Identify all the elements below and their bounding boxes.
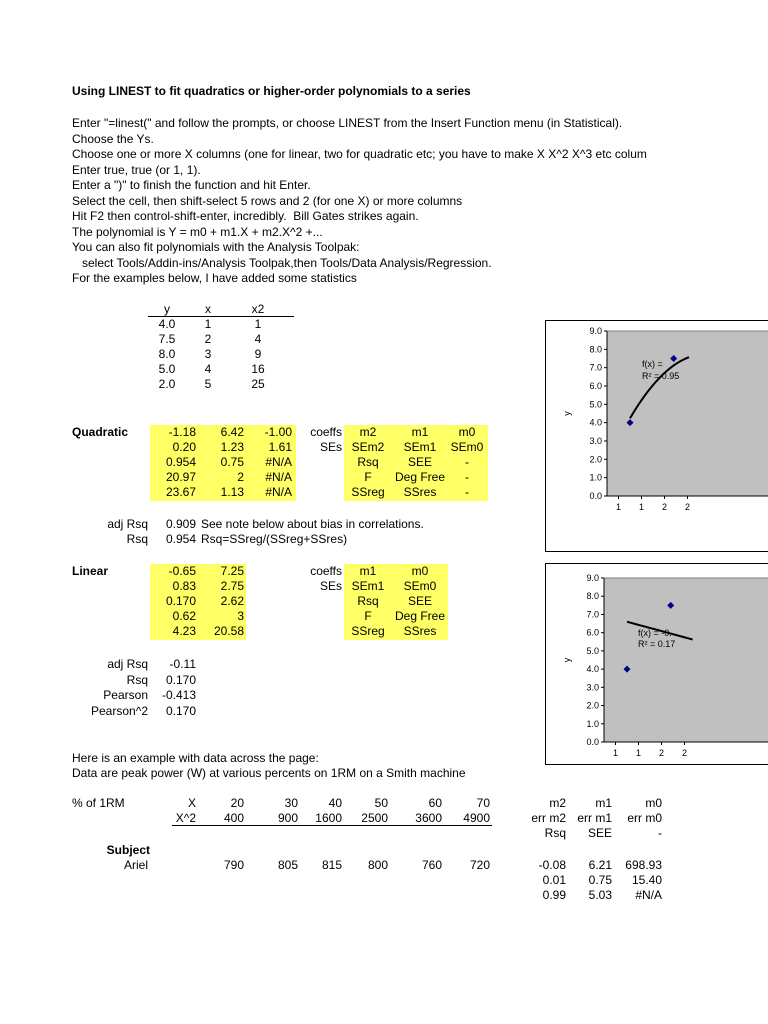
linear-row-label: SEs	[319, 579, 342, 593]
linear-value: 0.170	[165, 594, 196, 608]
linear-label: Linear	[72, 564, 109, 578]
x-tick-label: 1	[612, 748, 619, 758]
linear-stat-value: 0.170	[165, 703, 196, 718]
across-x-label: X	[187, 796, 196, 810]
linear-stat-label: Pearson^2	[91, 703, 148, 718]
quadratic-legend: SSreg	[351, 485, 385, 499]
y-tick-label: 9.0	[586, 573, 599, 583]
quadratic-legend: SEm1	[403, 440, 437, 454]
quadratic-legend: F	[364, 470, 372, 484]
y-tick-label: 0.0	[586, 737, 599, 747]
across-result: #N/A	[635, 888, 662, 902]
table-cell: 4	[204, 362, 212, 376]
quadratic-value: 0.20	[172, 440, 196, 454]
trendline-equation: f(x) =	[642, 359, 663, 369]
y-axis-label: y	[562, 657, 572, 663]
linear-value: 2.62	[220, 594, 244, 608]
subject-header: Subject	[106, 843, 150, 857]
linear-legend: SEm1	[351, 579, 385, 593]
linear-stat-value: -0.11	[169, 657, 196, 671]
y-tick-label: 3.0	[586, 682, 599, 693]
trendline-equation: f(x) = -0.	[638, 628, 672, 638]
linear-legend: SEm0	[403, 579, 437, 593]
linear-stat-label: adj Rsq	[107, 657, 148, 671]
linear-value: 20.58	[213, 624, 244, 638]
y-tick-label: 8.0	[586, 591, 599, 602]
y-tick-label: 4.0	[586, 664, 599, 675]
table-cell: 4.0	[158, 317, 176, 331]
table-header: x2	[251, 302, 265, 316]
quadratic-label: Quadratic	[72, 425, 129, 439]
subject-value: 720	[469, 858, 490, 872]
plot-area	[604, 578, 768, 742]
quadratic-value: 23.67	[165, 485, 196, 499]
y-tick-label: 7.0	[586, 609, 599, 620]
linear-legend: Deg Free	[394, 609, 446, 623]
linear-value: 7.25	[220, 564, 244, 578]
across-legend: err m0	[627, 811, 662, 825]
table-cell: 2	[204, 332, 212, 346]
table-cell: 9	[254, 347, 262, 361]
subject-value: 805	[277, 858, 298, 872]
y-tick-label: 9.0	[589, 326, 602, 336]
across-x-value: 50	[374, 796, 388, 810]
linear-value: 4.23	[172, 624, 196, 638]
table-cell: 4	[254, 332, 262, 346]
quadratic-legend: -	[465, 455, 469, 469]
quadratic-value: #N/A	[265, 470, 292, 484]
quadratic-value: 1.13	[220, 485, 244, 499]
example-text-1: Here is an example with data across the page:	[72, 751, 319, 765]
quadratic-stat-label: Rsq	[126, 532, 148, 546]
instruction-line: Enter a ")" to finish the function and hit Enter.	[72, 178, 311, 192]
table-header: y	[164, 302, 170, 316]
table-cell: 1	[204, 317, 212, 331]
linear-value: 0.62	[172, 609, 196, 623]
linear-value: 0.83	[172, 579, 196, 593]
quadratic-row-label: SEs	[319, 440, 342, 454]
instruction-line: Hit F2 then control-shift-enter, incredibly. Bill Gates strikes again.	[72, 209, 419, 223]
across-legend: m1	[595, 796, 612, 810]
across-result: 5.03	[588, 888, 612, 902]
quadratic-row-label: coeffs	[310, 425, 342, 439]
y-tick-label: 6.0	[589, 381, 602, 391]
instruction-line: For the examples below, I have added some statistics	[72, 271, 357, 285]
x-tick-label: 2	[681, 748, 688, 758]
quadratic-legend: m0	[458, 425, 476, 439]
quadratic-value: 0.954	[165, 455, 196, 469]
instruction-line: Enter "=linest(" and follow the prompts, or choose LINEST from the Insert Function menu (in Statistical).	[72, 116, 623, 130]
linear-legend: SEE	[407, 594, 432, 608]
quadratic-stat-note: Rsq=SSreg/(SSreg+SSres)	[201, 532, 348, 546]
across-x-value: 70	[476, 796, 490, 810]
across-result: 15.40	[631, 873, 662, 887]
linear-legend: SSres	[403, 624, 437, 638]
across-x2-value: 3600	[415, 811, 442, 825]
linear-legend: m0	[411, 564, 429, 578]
across-legend: Rsq	[544, 826, 566, 840]
y-tick-label: 0.0	[589, 491, 602, 501]
across-row-label: % of 1RM	[72, 796, 125, 810]
quadratic-legend: Rsq	[357, 455, 379, 469]
table-cell: 5.0	[158, 362, 176, 376]
quadratic-legend: SEm2	[351, 440, 385, 454]
subject-value: 815	[321, 858, 342, 872]
quadratic-stat-value: 0.909	[165, 517, 196, 531]
across-x2-value: 900	[277, 811, 298, 825]
quadratic-value: -1.00	[264, 425, 292, 439]
across-result: -0.08	[538, 858, 566, 872]
linear-stat-value: 0.170	[165, 672, 196, 687]
y-tick-label: 2.0	[586, 700, 599, 711]
quadratic-legend: SSres	[403, 485, 437, 499]
quadratic-legend: m2	[359, 425, 377, 439]
instruction-line: The polynomial is Y = m0 + m1.X + m2.X^2 +...	[72, 224, 323, 239]
linear-stat-value: -0.413	[161, 688, 196, 702]
subject-value: 790	[223, 858, 244, 872]
y-tick-label: 2.0	[589, 454, 602, 465]
y-axis-label: y	[562, 411, 572, 416]
linear-row-label: coeffs	[310, 564, 342, 578]
table-cell: 25	[251, 377, 265, 391]
y-tick-label: 8.0	[589, 344, 602, 355]
instruction-line: Enter true, true (or 1, 1).	[72, 162, 201, 177]
quadratic-legend: SEE	[407, 455, 432, 469]
trendline-r2: R² = 0.17	[638, 639, 676, 649]
x-tick-label: 2	[684, 502, 691, 512]
across-legend: -	[658, 826, 662, 840]
quadratic-value: 6.42	[220, 425, 244, 439]
across-result: 0.01	[542, 873, 566, 887]
across-x2-value: 2500	[361, 811, 388, 825]
y-tick-label: 6.0	[586, 627, 599, 638]
table-cell: 3	[204, 347, 212, 361]
instruction-line: Select the cell, then shift-select 5 rows and 2 (for one X) or more columns	[72, 193, 463, 208]
table-cell: 16	[251, 362, 265, 376]
table-cell: 7.5	[158, 332, 176, 346]
subject-name: Ariel	[123, 858, 148, 872]
y-tick-label: 7.0	[589, 362, 602, 373]
quadratic-value: #N/A	[265, 485, 292, 499]
quadratic-stat-value: 0.954	[165, 532, 196, 546]
y-tick-label: 5.0	[589, 399, 602, 410]
across-header-rule	[172, 825, 492, 826]
linear-legend: F	[364, 609, 372, 623]
linear-value: 2.75	[220, 579, 244, 593]
linear-value: -0.65	[168, 564, 196, 578]
linear-stat-label: Pearson	[103, 688, 148, 702]
y-tick-label: 1.0	[586, 718, 599, 729]
linear-stat-label: Rsq	[126, 672, 148, 687]
quadratic-stat-note: See note below about bias in correlations.	[201, 517, 424, 531]
table-header: x	[205, 302, 211, 316]
quadratic-legend: Deg Free	[394, 470, 446, 484]
across-x-value: 20	[230, 796, 244, 810]
linear-value: 3	[237, 609, 244, 623]
across-x-value: 40	[328, 796, 342, 810]
table-cell: 5	[204, 377, 212, 391]
y-tick-label: 5.0	[586, 645, 599, 656]
y-tick-label: 3.0	[589, 436, 602, 446]
table-cell: 8.0	[158, 347, 176, 361]
quadratic-legend: m1	[411, 425, 429, 439]
page-title: Using LINEST to fit quadratics or higher-order polynomials to a series	[72, 84, 471, 98]
quadratic-legend: SEm0	[450, 440, 484, 454]
plot-area	[607, 331, 768, 496]
across-x2-value: 1600	[315, 811, 342, 825]
linear-legend: SSreg	[351, 624, 385, 638]
quadratic-legend: -	[465, 485, 469, 499]
linear-legend: Rsq	[357, 594, 379, 608]
across-result: 698.93	[625, 858, 662, 872]
linear-chart[interactable]	[545, 563, 768, 765]
quadratic-value: 20.97	[165, 470, 196, 484]
quadratic-legend: -	[465, 470, 469, 484]
across-result: 0.75	[588, 873, 612, 887]
instruction-line: Choose the Ys.	[72, 131, 154, 146]
subject-value: 800	[367, 858, 388, 872]
linear-legend: m1	[359, 564, 377, 578]
x-tick-label: 1	[638, 502, 645, 512]
quadratic-value: #N/A	[265, 455, 292, 469]
across-legend: SEE	[587, 826, 612, 840]
quadratic-stat-label: adj Rsq	[107, 517, 148, 531]
across-x2-value: 4900	[463, 811, 490, 825]
instruction-line: select Tools/Addin-ins/Analysis Toolpak,then Tools/Data Analysis/Regression.	[72, 255, 492, 270]
quadratic-value: 2	[237, 470, 244, 484]
quadratic-value: 0.75	[220, 455, 244, 469]
table-cell: 2.0	[158, 377, 176, 391]
y-tick-label: 1.0	[589, 472, 602, 483]
table-cell: 1	[254, 317, 262, 331]
y-tick-label: 4.0	[589, 417, 602, 428]
across-x2-value: 400	[223, 811, 244, 825]
quadratic-value: 1.61	[268, 440, 292, 454]
across-result: 6.21	[588, 858, 612, 872]
x-tick-label: 2	[658, 748, 665, 758]
across-x-value: 30	[284, 796, 298, 810]
x-tick-label: 1	[635, 748, 642, 758]
instruction-line: You can also fit polynomials with the Analysis Toolpak:	[72, 240, 360, 254]
across-x2-label: X^2	[175, 811, 196, 825]
across-legend: err m1	[577, 811, 612, 825]
x-tick-label: 1	[615, 502, 622, 512]
across-result: 0.99	[542, 888, 566, 902]
example-text-2: Data are peak power (W) at various percents on 1RM on a Smith machine	[72, 766, 466, 780]
quadratic-chart[interactable]	[545, 320, 768, 552]
across-legend: err m2	[531, 811, 566, 825]
trendline-r2: R² = 0.95	[642, 371, 680, 381]
across-x-value: 60	[428, 796, 442, 810]
quadratic-value: 1.23	[220, 440, 244, 454]
subject-value: 760	[421, 858, 442, 872]
x-tick-label: 2	[661, 502, 668, 512]
instruction-line: Choose one or more X columns (one for linear, two for quadratic etc; you have to make X X^2 X^3 etc colum	[72, 147, 647, 161]
quadratic-value: -1.18	[168, 425, 196, 439]
across-legend: m2	[549, 796, 566, 810]
across-legend: m0	[645, 796, 662, 810]
